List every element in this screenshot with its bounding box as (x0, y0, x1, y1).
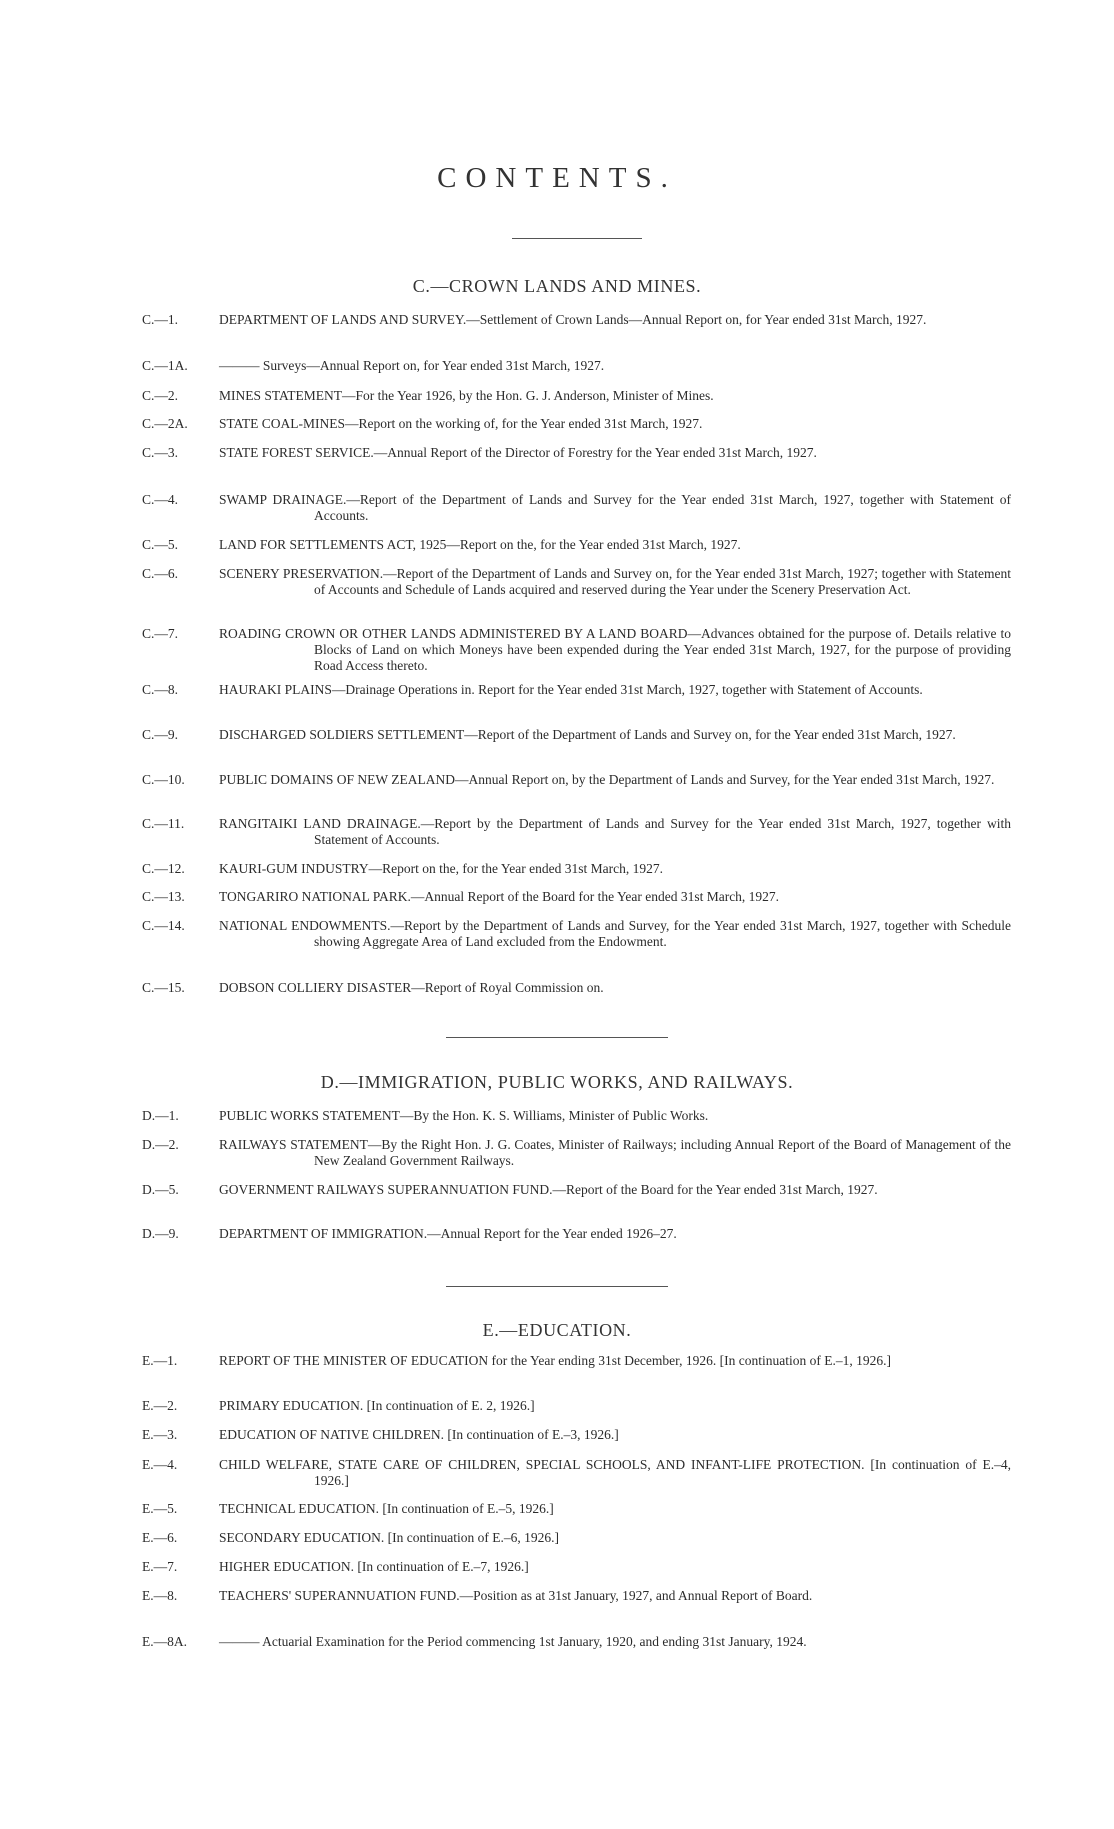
entry-text: STATE COAL-MINES—Report on the working of, for the Year ended 31st March, 1927. (219, 416, 703, 431)
entry-text: EDUCATION OF NATIVE CHILDREN. [In continuation of E.–3, 1926.] (219, 1427, 619, 1442)
entry-text: CHILD WELFARE, STATE CARE OF CHILDREN, SPECIAL SCHOOLS, AND INFANT-LIFE PROTECTION. [In continuation of E.–4, 1926.] (219, 1457, 1011, 1488)
entry-text: TONGARIRO NATIONAL PARK.—Annual Report of the Board for the Year ended 31st March, 1927. (219, 889, 780, 904)
entry-code: C.—8. (142, 682, 179, 697)
entry-text: PUBLIC DOMAINS OF NEW ZEALAND—Annual Report on, by the Department of Lands and Survey, for the Year ended 31st March, 1927. (219, 772, 995, 787)
entry-code: E.—8. (142, 1588, 178, 1603)
entry-code: D.—9. (142, 1226, 179, 1241)
entry-code: C.—2A. (142, 416, 188, 431)
entry-code: D.—2. (142, 1137, 179, 1152)
section-divider (446, 1037, 668, 1038)
entry-text: SECONDARY EDUCATION. [In continuation of E.–6, 1926.] (219, 1530, 559, 1545)
entry-text: NATIONAL ENDOWMENTS.—Report by the Department of Lands and Survey, for the Year ended 31st March, 1927, together with Schedule showing Aggregate Area of Land excluded from the Endowment. (219, 918, 1011, 949)
entry-text: HAURAKI PLAINS—Drainage Operations in. Report for the Year ended 31st March, 1927, together with Statement of Accounts. (219, 682, 923, 697)
entry-text: RANGITAIKI LAND DRAINAGE.—Report by the Department of Lands and Survey for the Year ended 31st March, 1927, together with Statement of Accounts. (219, 816, 1011, 847)
entry-text: DEPARTMENT OF LANDS AND SURVEY.—Settlement of Crown Lands—Annual Report on, for Year ended 31st March, 1927. (219, 312, 927, 327)
entry-text: ——— Surveys—Annual Report on, for Year ended 31st March, 1927. (219, 358, 605, 373)
entry-code: E.—2. (142, 1398, 178, 1413)
entry-text: REPORT OF THE MINISTER OF EDUCATION for the Year ending 31st December, 1926. [In continuation of E.–1, 1926.] (219, 1353, 891, 1368)
entry-code: C.—14. (142, 918, 185, 933)
entry-text: PUBLIC WORKS STATEMENT—By the Hon. K. S. Williams, Minister of Public Works. (219, 1108, 709, 1123)
entry-code: C.—13. (142, 889, 185, 904)
entry-code: C.—1A. (142, 358, 188, 373)
entry-code: C.—10. (142, 772, 185, 787)
entry-code: C.—3. (142, 445, 179, 460)
entry-code: C.—9. (142, 727, 179, 742)
entry-text: DISCHARGED SOLDIERS SETTLEMENT—Report of the Department of Lands and Survey on, for the Year ended 31st March, 1927. (219, 727, 956, 742)
entry-code: E.—4. (142, 1457, 178, 1472)
entry-code: D.—1. (142, 1108, 179, 1123)
entry-code: E.—3. (142, 1427, 178, 1442)
entry-text: GOVERNMENT RAILWAYS SUPERANNUATION FUND.—Report of the Board for the Year ended 31st March, 1927. (219, 1182, 878, 1197)
entry-code: C.—6. (142, 566, 179, 581)
section-heading: D.—IMMIGRATION, PUBLIC WORKS, AND RAILWAYS. (320, 1072, 794, 1092)
entry-text: DEPARTMENT OF IMMIGRATION.—Annual Report for the Year ended 1926–27. (219, 1226, 677, 1241)
entry-text: LAND FOR SETTLEMENTS ACT, 1925—Report on the, for the Year ended 31st March, 1927. (219, 537, 741, 552)
entry-code: E.—8A. (142, 1634, 187, 1649)
entry-code: E.—1. (142, 1353, 178, 1368)
entry-text: DOBSON COLLIERY DISASTER—Report of Royal Commission on. (219, 980, 604, 995)
entry-code: C.—5. (142, 537, 179, 552)
entry-text: HIGHER EDUCATION. [In continuation of E.–7, 1926.] (219, 1559, 529, 1574)
entry-code: C.—2. (142, 388, 179, 403)
entry-code: C.—15. (142, 980, 185, 995)
entry-code: C.—11. (142, 816, 185, 831)
section-divider (446, 1286, 668, 1287)
entry-text: SWAMP DRAINAGE.—Report of the Department of Lands and Survey for the Year ended 31st March, 1927, together with Statement of Accounts. (219, 492, 1011, 523)
entry-text: ROADING CROWN OR OTHER LANDS ADMINISTERED BY A LAND BOARD—Advances obtained for the purpose of. Details relative to Blocks of Land on which Moneys have been expended during the Year ended 31st March, 1927, for the purpose of providing Road Access thereto. (219, 626, 1011, 673)
entry-code: E.—7. (142, 1559, 178, 1574)
entry-code: E.—6. (142, 1530, 178, 1545)
entry-text: MINES STATEMENT—For the Year 1926, by the Hon. G. J. Anderson, Minister of Mines. (219, 388, 714, 403)
section-heading: E.—EDUCATION. (482, 1320, 632, 1340)
entry-text: STATE FOREST SERVICE.—Annual Report of the Director of Forestry for the Year ended 31st March, 1927. (219, 445, 817, 460)
entry-text: KAURI-GUM INDUSTRY—Report on the, for the Year ended 31st March, 1927. (219, 861, 663, 876)
entry-code: C.—7. (142, 626, 179, 641)
entry-code: C.—1. (142, 312, 179, 327)
section-heading: C.—CROWN LANDS AND MINES. (412, 276, 702, 296)
title-rule (512, 238, 642, 239)
entry-text: PRIMARY EDUCATION. [In continuation of E. 2, 1926.] (219, 1398, 535, 1413)
page-title: CONTENTS. (437, 162, 677, 194)
entry-text: RAILWAYS STATEMENT—By the Right Hon. J. G. Coates, Minister of Railways; including Annual Report of the Board of Management of the New Zealand Government Railways. (219, 1137, 1011, 1168)
entry-code: D.—5. (142, 1182, 179, 1197)
entry-code: C.—12. (142, 861, 185, 876)
entry-code: E.—5. (142, 1501, 178, 1516)
entry-text: TECHNICAL EDUCATION. [In continuation of E.–5, 1926.] (219, 1501, 554, 1516)
entry-text: SCENERY PRESERVATION.—Report of the Department of Lands and Survey on, for the Year ended 31st March, 1927; together with Statement of Accounts and Schedule of Lands acquired and reserved during the Year under the Scenery Preservation Act. (219, 566, 1011, 597)
entry-text: ——— Actuarial Examination for the Period commencing 1st January, 1920, and ending 31st January, 1924. (219, 1634, 807, 1649)
entry-code: C.—4. (142, 492, 179, 507)
entry-text: TEACHERS' SUPERANNUATION FUND.—Position as at 31st January, 1927, and Annual Report of Board. (219, 1588, 813, 1603)
